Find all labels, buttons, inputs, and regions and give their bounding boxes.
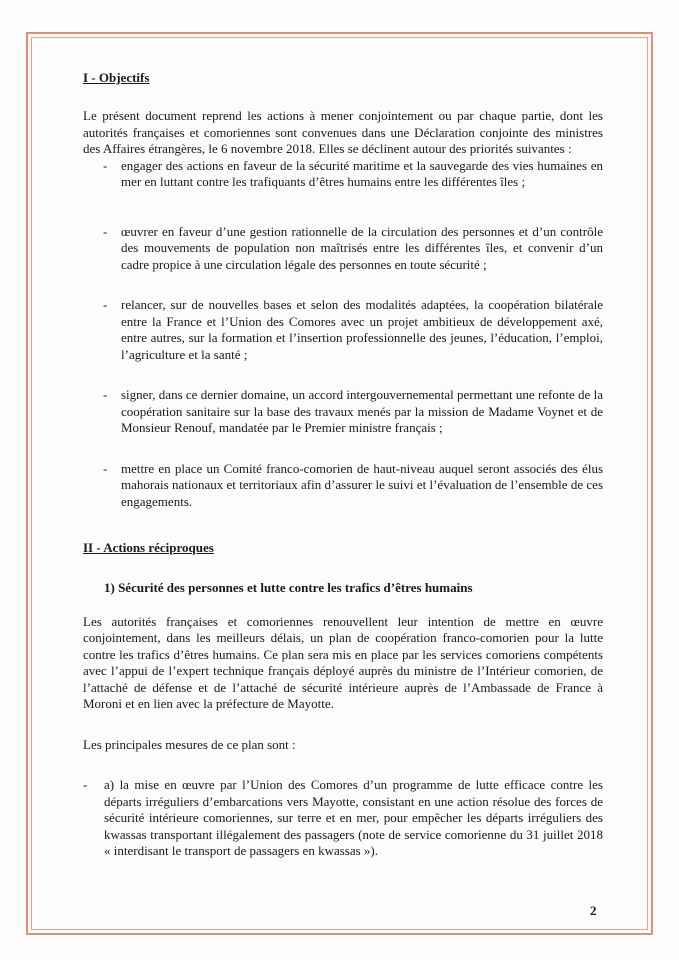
list-item-text: relancer, sur de nouvelles bases et selon des modalités adaptées, la coopération bilatérale entre la France et l’Union des Comores avec un projet ambitieux de développement axé, entre autres, sur la formation et l’insertion professionnelle des jeunes, l’éducation, l’emploi, l’agriculture et la santé ; <box>121 297 603 362</box>
priorities-list <box>83 158 603 511</box>
list-item-text: signer, dans ce dernier domaine, un accord intergouvernemental permettant une refonte de la coopération sanitaire sur la base des travaux menés par la mission de Madame Voynet et de Monsieur Renouf, mandatée par le Premier ministre français ; <box>121 387 603 435</box>
list-item-text: engager des actions en faveur de la sécurité maritime et la sauvegarde des vies humaines en mer en luttant contre les trafiquants d’êtres humains entre les différentes îles ; <box>121 157 603 189</box>
measures-intro: Les principales mesures de ce plan sont : <box>83 736 296 752</box>
bullet-dash: - <box>103 460 108 476</box>
list-item <box>83 777 603 860</box>
list-item-text: œuvrer en faveur d’une gestion rationnelle de la circulation des personnes et d’un contrôle des mouvements de population non maîtrisés entre les différentes îles, et convenir d’un cadre propice à une circulation légale des personnes en toute sécurité ; <box>121 223 603 272</box>
bullet-dash: - <box>83 777 88 792</box>
subsection-heading: 1) Sécurité des personnes et lutte contre les trafics d’êtres humains <box>104 580 473 595</box>
list-item <box>83 158 603 191</box>
intro-paragraph: Le présent document reprend les actions à mener conjointement ou par chaque partie, dont les autorités françaises et comoriennes sont convenues dans une Déclaration conjointe des ministres des Affaires étrangères, le 6 novembre 2018. Elles se déclinent autour des priorités suivantes : <box>83 108 603 156</box>
bullet-dash: - <box>103 157 108 173</box>
plan-paragraph: Les autorités françaises et comoriennes renouvellent leur intention de mettre en œuvre conjointement, dans les meilleurs délais, un plan de coopération franco-comorien pour la lutte contre les trafics d’êtres humains. Ce plan sera mis en place par les services comoriens compétents avec l’appui de l’expert technique français déployé auprès du ministre de l’Intérieur comorien, de l’attaché de défense et de l’attaché de sécurité intérieure auprès de l’Ambassade de France à Moroni et en lien avec la préfecture de Mayotte. <box>83 613 603 711</box>
measures-list <box>83 777 603 860</box>
list-item <box>83 387 603 437</box>
bullet-dash: - <box>103 223 108 239</box>
bullet-dash: - <box>103 297 108 312</box>
list-item-text: a) la mise en œuvre par l’Union des Comores d’un programme de lutte efficace contre les départs irréguliers d’embarcations vers Mayotte, consistant en une action résolue des forces de sécurité intérieure comoriennes, sur terre et en mer, pour empêcher les départs irréguliers des kwassas transportant illégalement des passagers (note de service comorienne du 31 juillet 2018 « interdisant le transport de passagers en kwassas »). <box>104 777 603 858</box>
section-heading-objectifs: I - Objectifs <box>83 70 150 85</box>
page-number: 2 <box>590 903 597 918</box>
document-body <box>83 70 603 860</box>
list-item-text: mettre en place un Comité franco-comorien de haut-niveau auquel seront associés des élus mahorais nationaux et territoriaux afin d’assurer le suivi et l’évaluation de l’ensemble de ces engagements. <box>121 460 603 509</box>
list-item <box>83 297 603 363</box>
list-item <box>83 461 603 511</box>
list-item <box>83 224 603 274</box>
section-heading-actions: II - Actions réciproques <box>83 540 214 555</box>
bullet-dash: - <box>103 387 108 402</box>
